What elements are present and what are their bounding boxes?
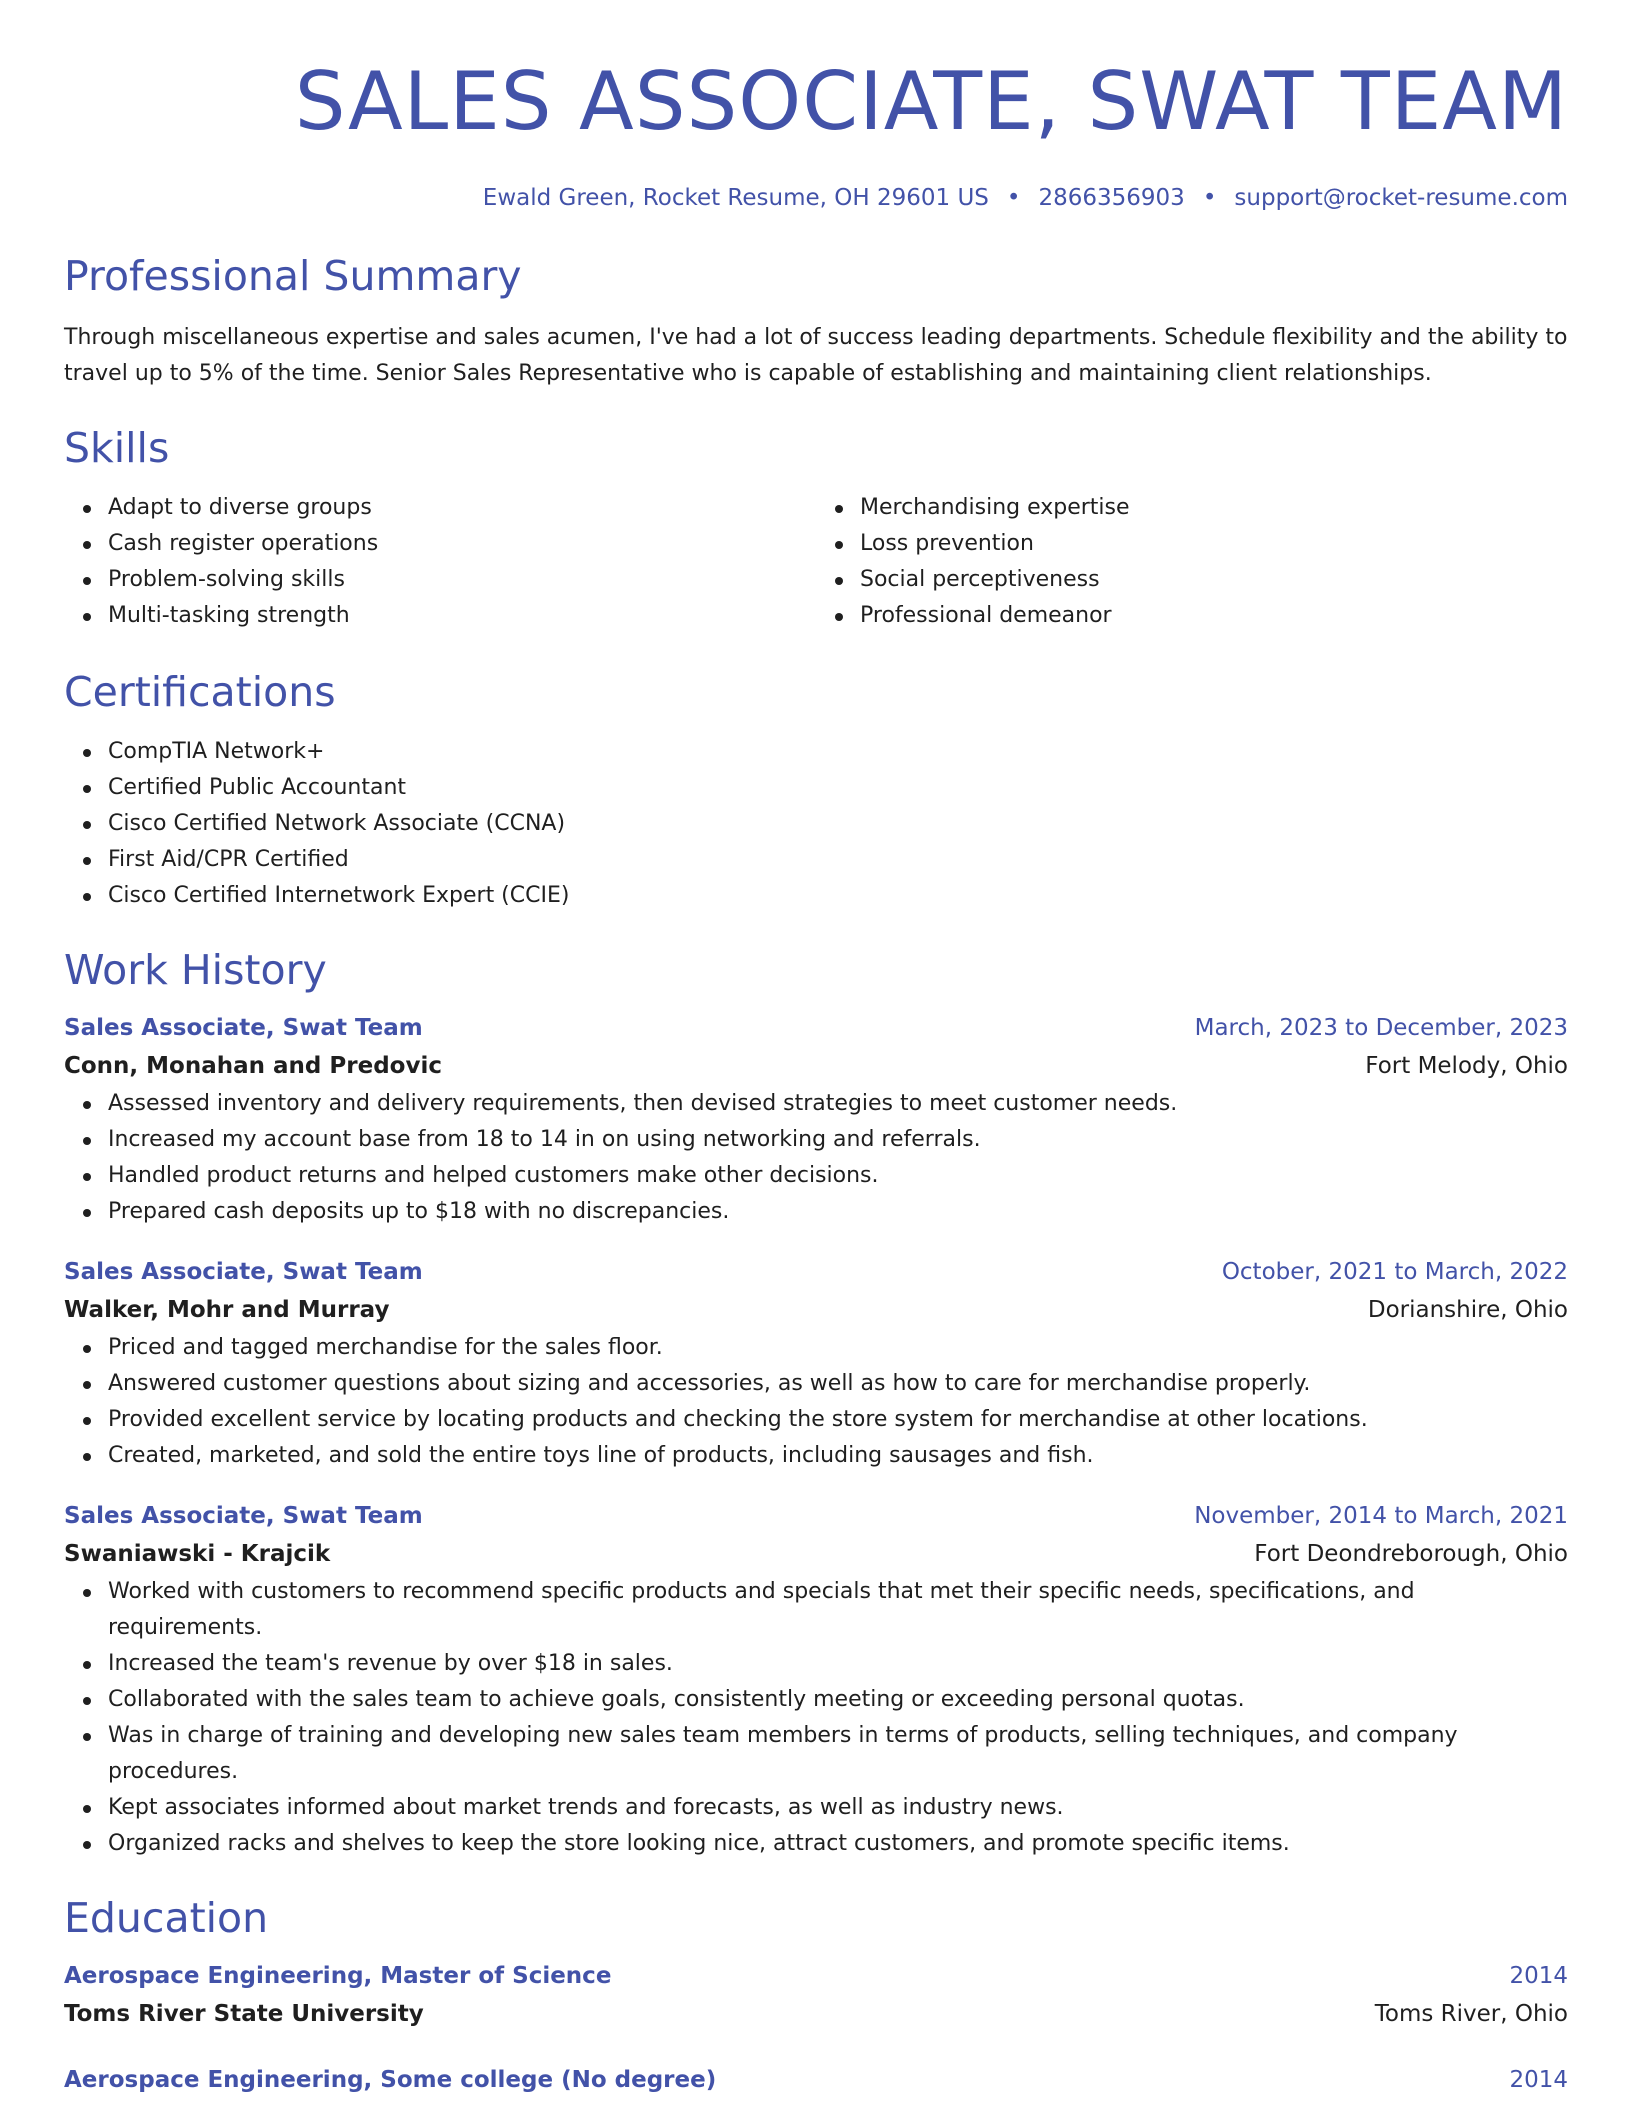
certification-item: Cisco Certified Internetwork Expert (CCIE): [108, 878, 1568, 914]
contact-email[interactable]: support@rocket-resume.com: [1234, 185, 1568, 211]
job-bullet: Increased the team's revenue by over $18 in sales.: [108, 1646, 1568, 1682]
job-entry: [64, 1254, 1568, 1474]
skills-list-left: [64, 490, 816, 634]
skill-item: Professional demeanor: [860, 598, 1568, 634]
skill-item: Adapt to diverse groups: [108, 490, 816, 526]
certifications-heading: Certifications: [64, 668, 336, 716]
job-bullet: Kept associates informed about market trends and forecasts, as well as industry news.: [108, 1790, 1568, 1826]
job-location: Dorianshire, Ohio: [1367, 1297, 1568, 1323]
certification-item: CompTIA Network+: [108, 734, 1568, 770]
job-company: Walker, Mohr and Murray: [64, 1297, 390, 1323]
education-degree: Aerospace Engineering, Master of Science: [64, 1963, 612, 1989]
job-dates: October, 2021 to March, 2022: [1221, 1259, 1568, 1285]
contact-separator: •: [1006, 185, 1021, 211]
skills-list-right: [816, 490, 1568, 634]
job-bullet: Prepared cash deposits up to $18 with no discrepancies.: [108, 1194, 1568, 1230]
job-company: Swaniawski - Krajcik: [64, 1541, 331, 1567]
job-subheader: [64, 1534, 1568, 1574]
job-bullet: Organized racks and shelves to keep the store looking nice, attract customers, and promote specific items.: [108, 1826, 1568, 1862]
job-dates: November, 2014 to March, 2021: [1194, 1503, 1568, 1529]
job-header: [64, 1254, 1568, 1290]
work-history-section: [64, 944, 1568, 1862]
job-location: Fort Deondreborough, Ohio: [1254, 1541, 1568, 1567]
job-bullet: Created, marketed, and sold the entire toys line of products, including sausages and fish.: [108, 1438, 1568, 1474]
skill-item: Social perceptiveness: [860, 562, 1568, 598]
job-location: Fort Melody, Ohio: [1365, 1053, 1568, 1079]
job-bullet: Increased my account base from 18 to 14 in on using networking and referrals.: [108, 1122, 1568, 1158]
certifications-list: [64, 734, 1568, 914]
education-entry: [64, 2062, 1568, 2098]
education-heading: Education: [64, 1894, 269, 1942]
job-bullet: Was in charge of training and developing new sales team members in terms of products, selling techniques, and company procedures.: [108, 1718, 1568, 1790]
summary-section: [64, 250, 1568, 392]
job-bullet: Answered customer questions about sizing and accessories, as well as how to care for merchandise properly.: [108, 1366, 1568, 1402]
job-bullet: Handled product returns and helped customers make other decisions.: [108, 1158, 1568, 1194]
job-header: [64, 1498, 1568, 1534]
job-entry: [64, 1010, 1568, 1230]
job-bullet: Provided excellent service by locating products and checking the store system for merchandise at other locations.: [108, 1402, 1568, 1438]
skills-columns: [64, 490, 1568, 634]
summary-heading: Professional Summary: [64, 252, 522, 300]
contact-separator: •: [1202, 185, 1217, 211]
education-school: Toms River State University: [64, 2001, 424, 2027]
job-bullet: Collaborated with the sales team to achieve goals, consistently meeting or exceeding personal quotas.: [108, 1682, 1568, 1718]
resume-page: [64, 0, 1568, 2098]
job-bullet: Worked with customers to recommend specific products and specials that met their specific needs, specifications, and requirements.: [108, 1574, 1568, 1646]
education-year: 2014: [1509, 2067, 1568, 2093]
education-header: [64, 2062, 1568, 2098]
job-bullet-list: [64, 1086, 1568, 1230]
education-year: 2014: [1509, 1963, 1568, 1989]
work-history-heading: Work History: [64, 946, 327, 994]
skill-item: Loss prevention: [860, 526, 1568, 562]
resume-title: SALES ASSOCIATE, SWAT TEAM: [294, 55, 1568, 148]
education-header: [64, 1958, 1568, 1994]
job-entry: [64, 1498, 1568, 1862]
education-section: [64, 1892, 1568, 2098]
skills-section: [64, 422, 1568, 634]
certification-item: Cisco Certified Network Associate (CCNA): [108, 806, 1568, 842]
contact-address: Ewald Green, Rocket Resume, OH 29601 US: [482, 185, 989, 211]
skill-item: Multi-tasking strength: [108, 598, 816, 634]
job-bullet-list: [64, 1330, 1568, 1474]
job-company: Conn, Monahan and Predovic: [64, 1053, 442, 1079]
skill-item: Cash register operations: [108, 526, 816, 562]
contact-line: [64, 182, 1568, 214]
job-title: Sales Associate, Swat Team: [64, 1015, 423, 1041]
education-degree: Aerospace Engineering, Some college (No degree): [64, 2067, 717, 2093]
skill-item: Problem-solving skills: [108, 562, 816, 598]
certifications-section: [64, 666, 1568, 914]
job-subheader: [64, 1290, 1568, 1330]
certification-item: Certified Public Accountant: [108, 770, 1568, 806]
skill-item: Merchandising expertise: [860, 490, 1568, 526]
education-location: Toms River, Ohio: [1374, 2001, 1568, 2027]
job-header: [64, 1010, 1568, 1046]
education-entry: [64, 1958, 1568, 2034]
job-subheader: [64, 1046, 1568, 1086]
job-bullet: Priced and tagged merchandise for the sales floor.: [108, 1330, 1568, 1366]
summary-text: Through miscellaneous expertise and sales acumen, I've had a lot of success leading departments. Schedule flexibility and the ability to travel up to 5% of the time. Senior Sales Representative who is capable of establishing and maintaining client relationships.: [64, 325, 1568, 386]
skills-heading: Skills: [64, 424, 170, 472]
job-title: Sales Associate, Swat Team: [64, 1259, 423, 1285]
certification-item: First Aid/CPR Certified: [108, 842, 1568, 878]
job-title: Sales Associate, Swat Team: [64, 1503, 423, 1529]
job-bullet: Assessed inventory and delivery requirements, then devised strategies to meet customer needs.: [108, 1086, 1568, 1122]
job-dates: March, 2023 to December, 2023: [1194, 1015, 1568, 1041]
job-bullet-list: [64, 1574, 1568, 1862]
contact-phone: 2866356903: [1038, 185, 1185, 211]
education-subheader: [64, 1994, 1568, 2034]
